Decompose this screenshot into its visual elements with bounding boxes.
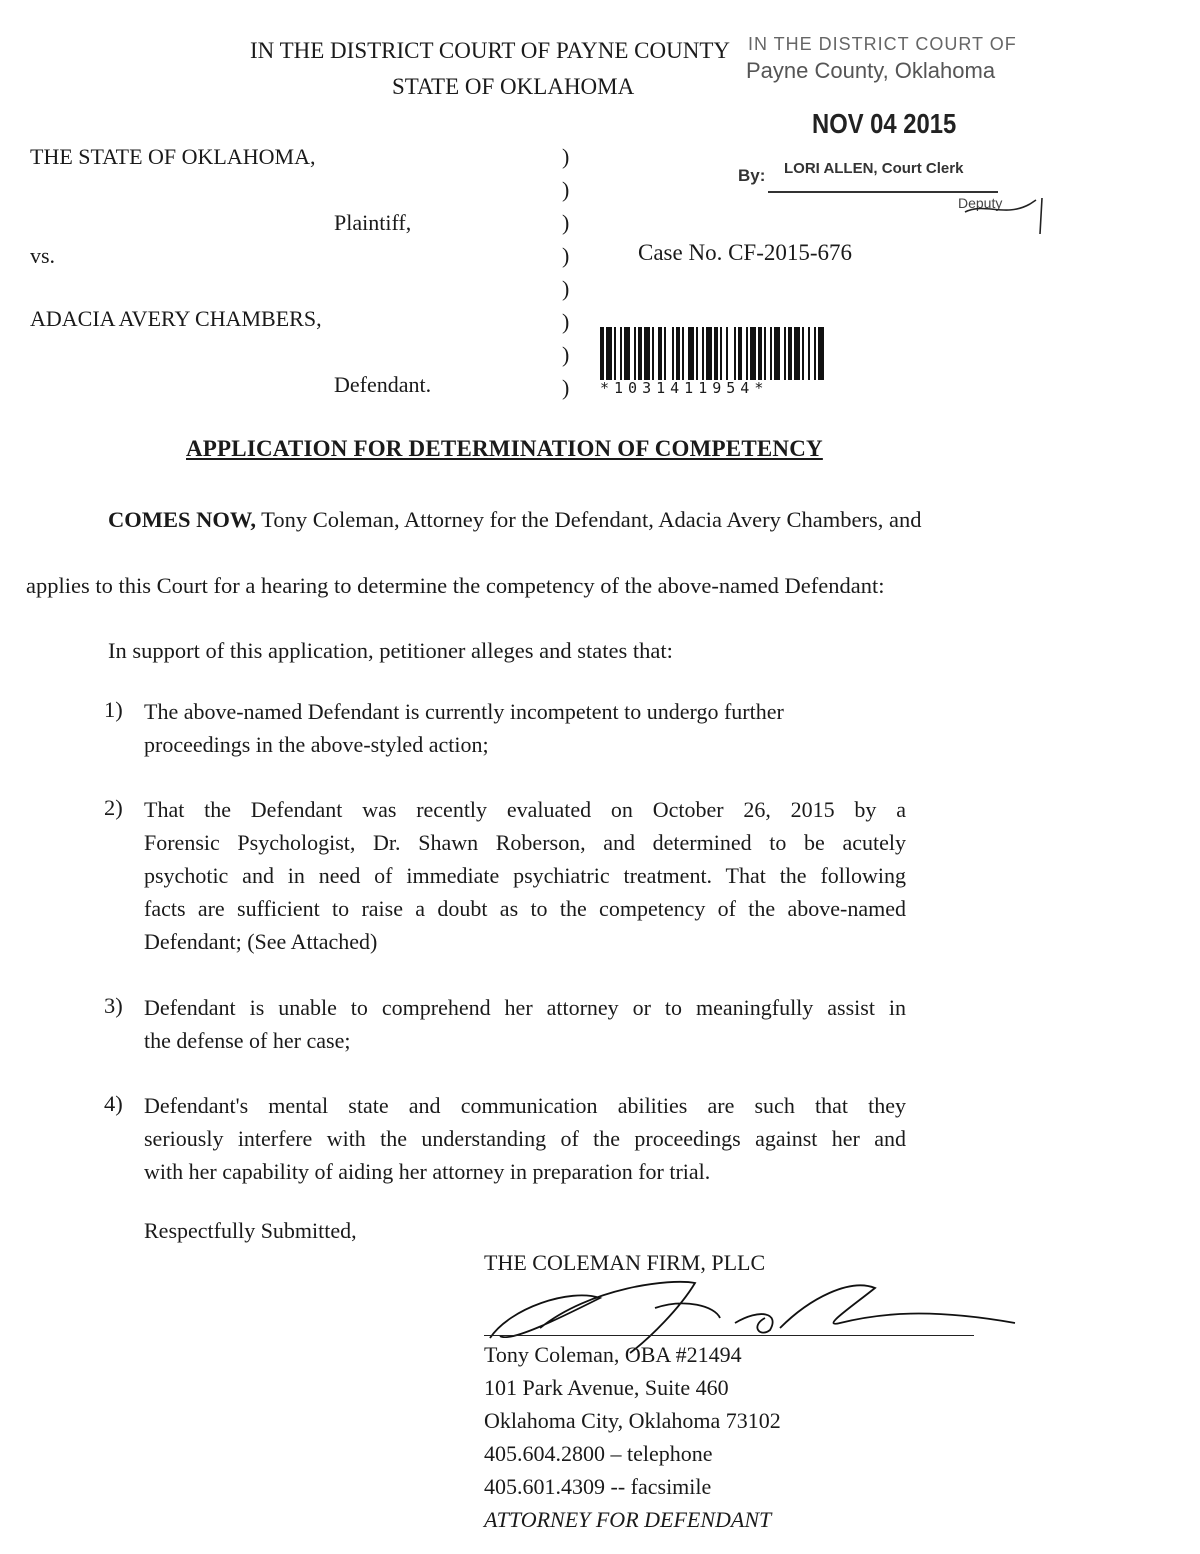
barcode-bar	[770, 327, 772, 380]
barcode-bar	[614, 327, 616, 380]
defendant-role: Defendant.	[334, 372, 432, 397]
barcode-bar	[664, 327, 666, 380]
barcode-bar	[726, 327, 728, 380]
barcode-graphic	[600, 327, 826, 380]
item-line: The above-named Defendant is currently incompetent to undergo further	[144, 699, 784, 724]
caption-paren: )	[562, 144, 570, 169]
item-line: Defendant is unable to comprehend her attorney or to meaningfully assist in	[144, 995, 906, 1020]
barcode-bar	[808, 327, 810, 380]
barcode-bar	[672, 327, 674, 380]
intro-line-1	[108, 503, 922, 536]
barcode-bar	[818, 327, 824, 380]
list-item	[144, 793, 906, 958]
stamp-county-line: Payne County, Oklahoma	[746, 58, 996, 83]
telephone: 405.604.2800 – telephone	[484, 1441, 713, 1466]
list-item	[144, 1089, 906, 1188]
list-item	[144, 695, 906, 761]
intro-line-1-text: Tony Coleman, Attorney for the Defendant, Adacia Avery Chambers, and	[255, 507, 922, 532]
item-line: Defendant's mental state and communication abilities are such that they	[144, 1093, 906, 1118]
barcode-bar	[682, 327, 684, 380]
item-number: 3)	[104, 993, 123, 1018]
deputy-initials-mark	[960, 190, 1050, 240]
stamp-deputy: Deputy	[958, 195, 1003, 211]
defendant-name: ADACIA AVERY CHAMBERS,	[30, 306, 322, 331]
item-line: seriously interfere with the understanding of the proceedings against her and	[144, 1126, 906, 1151]
barcode-bar	[788, 327, 792, 380]
stamp-clerk: LORI ALLEN, Court Clerk	[784, 160, 964, 177]
barcode-bar	[714, 327, 718, 380]
address-line-2: Oklahoma City, Oklahoma 73102	[484, 1408, 781, 1433]
barcode-bar	[676, 327, 680, 380]
barcode-bar	[746, 327, 748, 380]
item-number: 2)	[104, 795, 123, 820]
barcode-bar	[720, 327, 722, 380]
barcode-bar	[706, 327, 712, 380]
barcode-bar	[634, 327, 636, 380]
plaintiff-role: Plaintiff,	[334, 210, 412, 235]
barcode-bar	[784, 327, 786, 380]
closing-text: Respectfully Submitted,	[144, 1218, 357, 1243]
barcode-bar	[774, 327, 780, 380]
stamp-court-line: IN THE DISTRICT COURT OF	[748, 34, 1017, 54]
stamp-by-label: By:	[738, 166, 766, 185]
intro-lead: COMES NOW,	[108, 507, 256, 532]
attorney-name: Tony Coleman, OBA #21494	[484, 1342, 742, 1367]
item-line: psychotic and in need of immediate psychiatric treatment. That the following	[144, 863, 906, 888]
firm-name: THE COLEMAN FIRM, PLLC	[484, 1250, 766, 1275]
barcode-bar	[644, 327, 650, 380]
barcode-bar	[814, 327, 816, 380]
item-line: That the Defendant was recently evaluated on October 26, 2015 by a	[144, 797, 906, 822]
barcode-bar	[764, 327, 766, 380]
barcode-bar	[802, 327, 804, 380]
barcode-bar	[696, 327, 698, 380]
barcode-bar	[652, 327, 654, 380]
barcode-bar	[624, 327, 630, 380]
signature-line	[484, 1335, 974, 1336]
barcode-bar	[702, 327, 704, 380]
barcode-bar	[658, 327, 662, 380]
barcode-bar	[734, 327, 736, 380]
case-number: Case No. CF-2015-676	[638, 240, 853, 265]
barcode-bar	[688, 327, 694, 380]
item-line: the defense of her case;	[144, 1028, 351, 1053]
barcode-bar	[638, 327, 642, 380]
barcode-bar	[600, 327, 604, 380]
item-line: facts are sufficient to raise a doubt as to the competency of the above-named	[144, 896, 906, 921]
list-item	[144, 991, 906, 1057]
court-state-line: STATE OF OKLAHOMA	[392, 74, 635, 99]
barcode-bar	[794, 327, 800, 380]
item-number: 1)	[104, 697, 123, 722]
item-line: Forensic Psychologist, Dr. Shawn Roberson, and determined to be acutely	[144, 830, 906, 855]
item-line: with her capability of aiding her attorney in preparation for trial.	[144, 1159, 711, 1184]
barcode-bar	[758, 327, 762, 380]
document-title: APPLICATION FOR DETERMINATION OF COMPETENCY	[186, 436, 823, 461]
intro-line-2: applies to this Court for a hearing to determine the competency of the above-named Defendant:	[26, 573, 885, 598]
item-line: proceedings in the above-styled action;	[144, 732, 489, 757]
item-number: 4)	[104, 1091, 123, 1116]
stamp-date: NOV 04 2015	[812, 108, 957, 139]
plaintiff-name: THE STATE OF OKLAHOMA,	[30, 144, 316, 169]
court-name-line: IN THE DISTRICT COURT OF PAYNE COUNTY	[250, 38, 730, 63]
barcode-number: *1031411954*	[600, 379, 769, 397]
caption-paren: )	[562, 375, 570, 400]
attorney-role: ATTORNEY FOR DEFENDANT	[484, 1507, 772, 1532]
versus-label: vs.	[30, 243, 56, 268]
item-line: Defendant; (See Attached)	[144, 929, 378, 954]
caption-paren: )	[562, 276, 570, 301]
facsimile: 405.601.4309 -- facsimile	[484, 1474, 712, 1499]
barcode-bar	[620, 327, 622, 380]
caption-paren: )	[562, 177, 570, 202]
barcode-bar	[606, 327, 612, 380]
barcode-bar	[750, 327, 756, 380]
caption-paren: )	[562, 309, 570, 334]
support-statement: In support of this application, petitioner alleges and states that:	[108, 638, 673, 663]
caption-paren: )	[562, 342, 570, 367]
caption-paren: )	[562, 210, 570, 235]
address-line-1: 101 Park Avenue, Suite 460	[484, 1375, 729, 1400]
barcode-bar	[738, 327, 742, 380]
caption-paren: )	[562, 243, 570, 268]
